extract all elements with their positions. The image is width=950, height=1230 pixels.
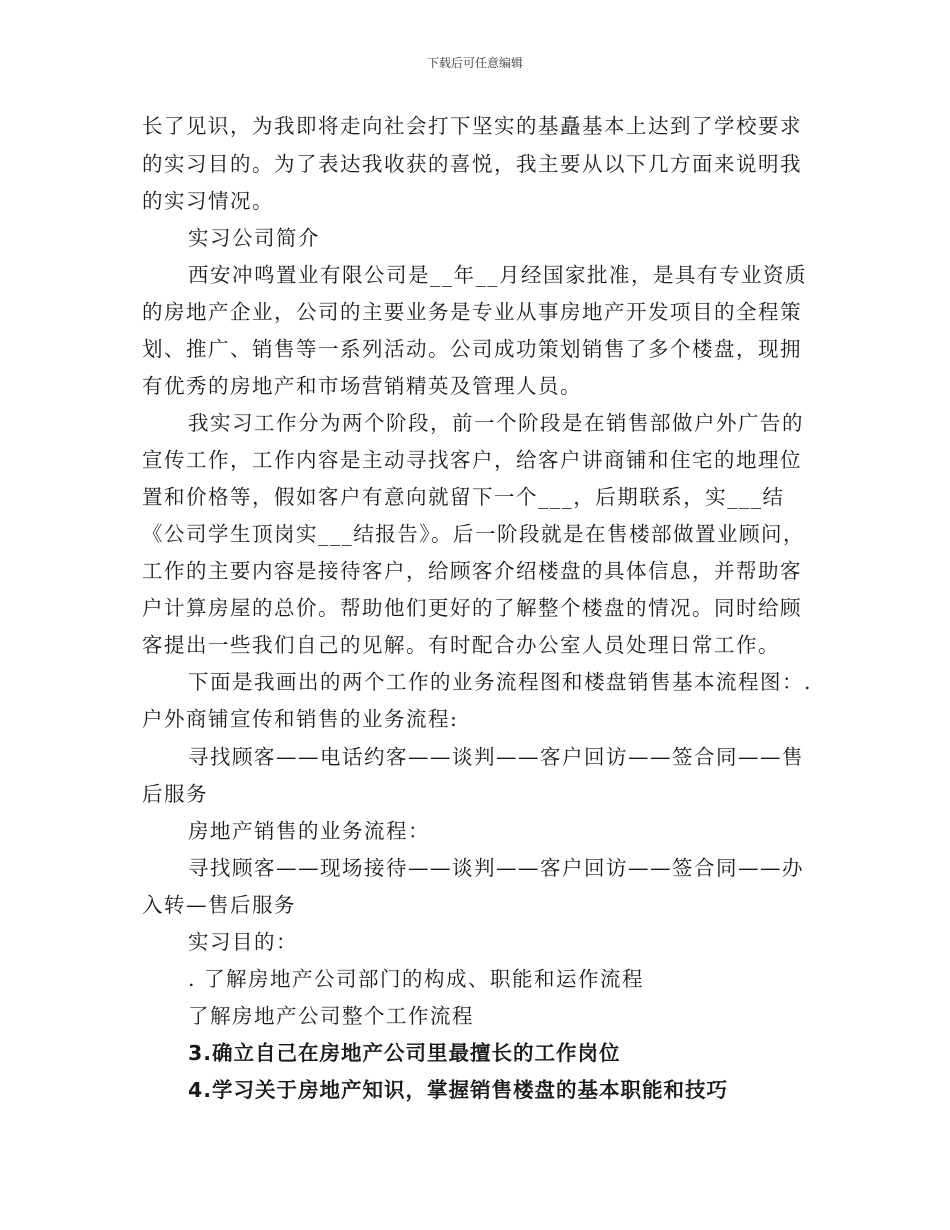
text-line: 我实习工作分为两个阶段，前一个阶段是在销售部做户外广告的: [188, 411, 804, 435]
list-item: 4.学习关于房地产知识，掌握销售楼盘的基本职能和技巧: [188, 1078, 729, 1102]
text-line: 划、推广、销售等一系列活动。公司成功策划销售了多个楼盘，现拥: [142, 337, 802, 361]
text-line: 西安冲鸣置业有限公司是__年__月经国家批准，是具有专业资质: [188, 263, 807, 287]
text-line: 的房地产企业，公司的主要业务是专业从事房地产开发项目的全程策: [142, 300, 802, 324]
section-heading: 实习目的：: [188, 930, 298, 954]
flow-line: 后服务: [142, 782, 208, 806]
flow-line: 入转—售后服务: [142, 893, 296, 917]
flow-line: 寻找顾客——现场接待——谈判——客户回访——签合同——办: [188, 856, 804, 880]
text-line: 户计算房屋的总价。帮助他们更好的了解整个楼盘的情况。同时给顾: [142, 596, 802, 620]
list-item: . 了解房地产公司部门的构成、职能和运作流程: [188, 967, 645, 991]
text-line: 户外商铺宣传和销售的业务流程:: [142, 707, 459, 731]
list-item: 了解房地产公司整个工作流程: [188, 1004, 474, 1028]
page-header: 下载后可任意编辑: [426, 56, 523, 70]
text-line: 的实习目的。为了表达我收获的喜悦，我主要从以下几方面来说明我: [142, 152, 802, 176]
list-item: 3.确立自己在房地产公司里最擅长的工作岗位: [188, 1041, 621, 1065]
text-line: 下面是我画出的两个工作的业务流程图和楼盘销售基本流程图：.: [188, 670, 813, 694]
section-heading: 房地产销售的业务流程：: [188, 819, 430, 843]
text-line: 工作的主要内容是接待客户，给顾客介绍楼盘的具体信息，并帮助客: [142, 559, 802, 583]
text-line: 宣传工作，工作内容是主动寻找客户，给客户讲商铺和住宅的地理位: [142, 448, 802, 472]
text-line: 长了见识，为我即将走向社会打下坚实的基矗基本上达到了学校要求: [142, 114, 802, 138]
flow-line: 寻找顾客——电话约客——谈判——客户回访——签合同——售: [188, 745, 804, 769]
text-line: 置和价格等，假如客户有意向就留下一个___，后期联系，实___结: [142, 485, 785, 509]
section-heading: 实习公司简介: [188, 226, 320, 250]
text-line: 有优秀的房地产和市场营销精英及管理人员。: [142, 374, 582, 398]
text-line: 的实习情况。: [142, 189, 274, 213]
text-line: 《公司学生顶岗实___结报告》。后一阶段就是在售楼部做置业顾问，: [142, 522, 805, 546]
text-line: 客提出一些我们自己的见解。有时配合办公室人员处理日常工作。: [142, 633, 780, 657]
